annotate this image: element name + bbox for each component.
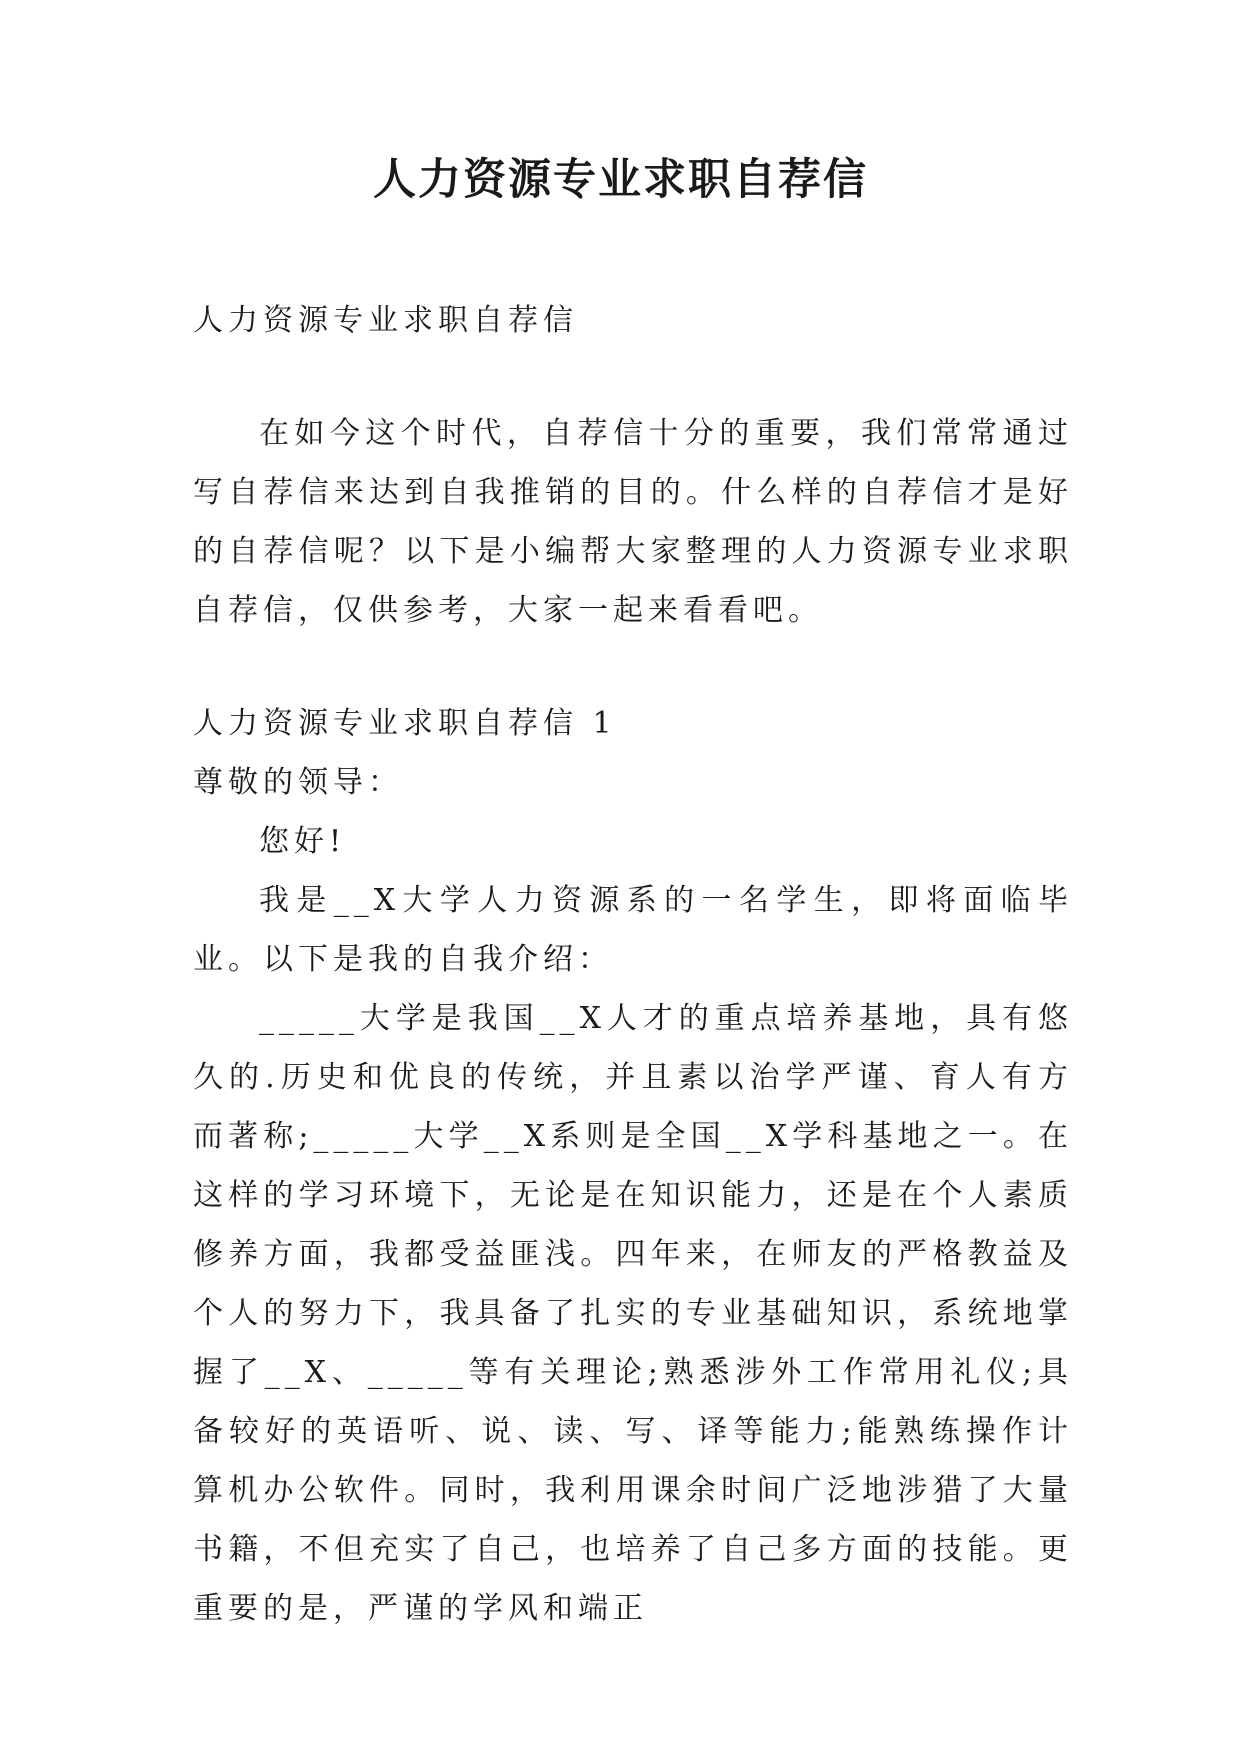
document-title: 人力资源专业求职自荐信 <box>373 155 868 205</box>
salutation: 尊敬的领导： <box>193 765 403 800</box>
intro-paragraph: 在如今这个时代，自荐信十分的重要，我们常常通过写自荐信来达到自我推销的目的。什么样的自荐信才是好的自荐信呢？以下是小编帮大家整理的人力资源专业求职自荐信，仅供参考，大家一起来看看吧。 <box>193 416 1073 628</box>
letter-paragraph: 我是__X大学人力资源系的一名学生，即将面临毕业。以下是我的自我介绍： <box>193 883 1073 977</box>
section-title: 人力资源专业求职自荐信 1 <box>193 706 617 741</box>
greeting: 您好! <box>259 824 347 859</box>
letter-paragraph: _____大学是我国__X人才的重点培养基地，具有悠久的.历史和优良的传统，并且素以治学严谨、育人有方而著称;_____大学__X系则是全国__X学科基地之一。在这样的学习环境下，无论是在知识能力，还是在个人素质修养方面，我都受益匪浅。四年来，在师友的严格教益及个人的努力下，我具备了扎实的专业基础知识，系统地掌握了__X、_____等有关理论;熟悉涉外工作常用礼仪;具备较好的英语听、说、读、写、译等能力;能熟练操作计算机办公软件。同时，我利用课余时间广泛地涉猎了大量书籍，不但充实了自己，也培养了自己多方面的技能。更重要的是，严谨的学风和端正 <box>193 1001 1073 1626</box>
document-subtitle: 人力资源专业求职自荐信 <box>193 303 578 338</box>
